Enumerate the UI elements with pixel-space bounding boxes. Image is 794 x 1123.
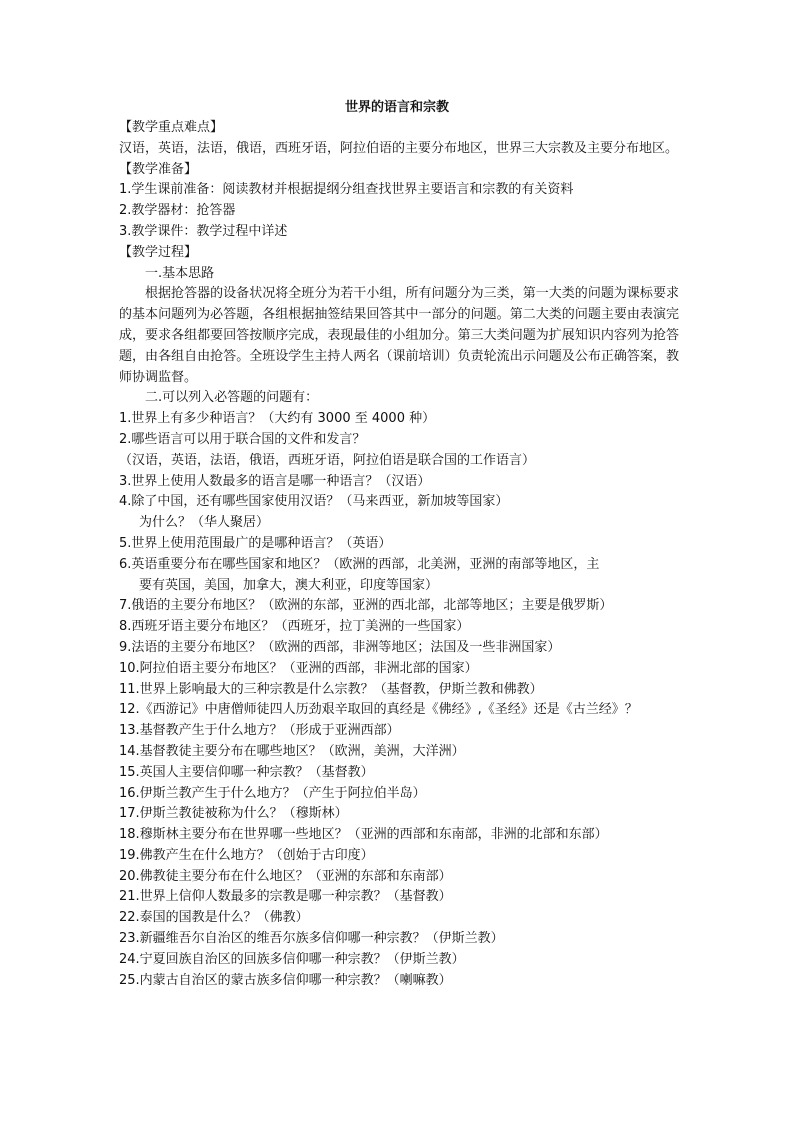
prep-item: 3.教学课件：教学过程中详述 [119, 223, 288, 239]
question-item: 24.宁夏回族自治区的回族多信仰哪一种宗教？（伊斯兰教） [119, 951, 465, 967]
question-item: 12.《西游记》中唐僧师徒四人历劲艰辛取回的真经是《佛经》,《圣经》还是《古兰经》？ [119, 702, 638, 718]
document-body [119, 118, 679, 991]
question-item: 7.俄语的主要分布地区？（欧洲的东部，亚洲的西北部，北部等地区；主要是俄罗斯） [119, 598, 613, 614]
question-item: 22.泰国的国教是什么？（佛教） [119, 910, 309, 926]
question-answer: （汉语，英语，法语，俄语，西班牙语，阿拉伯语是联合国的工作语言） [119, 452, 536, 468]
basic-approach-paragraph: 根据抢答器的设备状况将全班分为若干小组，所有问题分为三类，第一大类的问题为课标要求的基本问题列为必答题，各组根据抽签结果回答其中一部分的问题。第二大类的问题主要由表演完成，要求各组都要回答按顺序完成，表现最佳的小组加分。第三大类问题为扩展知识内容列为抢答题，由各组自由抢答。全班设学生主持人两名（课前培训）负责轮流出示问题及公布正确答案，教师协调监督。 [119, 286, 679, 385]
question-item: 16.伊斯兰教产生于什么地方？（产生于阿拉伯半岛） [119, 785, 426, 801]
question-item: 25.内蒙古自治区的蒙古族多信仰哪一种宗教？（喇嘛教） [119, 972, 452, 988]
question-continuation: 为什么？（华人聚居） [139, 515, 270, 531]
question-item: 6.英语重要分布在哪些国家和地区？（欧洲的西部，北美洲，亚洲的南部等地区，主 [119, 556, 600, 572]
section-heading-prep: 【教学准备】 [119, 161, 198, 177]
question-item: 15.英国人主要信仰哪一种宗教？（基督教） [119, 764, 374, 780]
subheading-basic-approach: 一.基本思路 [145, 265, 215, 281]
question-item: 17.伊斯兰教徒被称为什么？（穆斯林） [119, 806, 348, 822]
subheading-required-questions: 二.可以列入必答题的问题有： [145, 390, 319, 406]
question-item: 14.基督教徒主要分布在哪些地区？（欧洲，美洲，大洋洲） [119, 743, 465, 759]
question-item: 8.西班牙语主要分布地区？（西班牙，拉丁美洲的一些国家） [119, 619, 470, 635]
question-item: 18.穆斯林主要分布在世界哪一些地区？（亚洲的西部和东南部，非洲的北部和东部） [119, 827, 608, 843]
prep-item: 1.学生课前准备：阅读教材并根据提纲分组查找世界主要语言和宗教的有关资料 [119, 182, 574, 198]
question-item: 10.阿拉伯语主要分布地区？（亚洲的西部，非洲北部的国家） [119, 660, 478, 676]
question-item: 23.新疆维吾尔自治区的维吾尔族多信仰哪一种宗教？（伊斯兰教） [119, 931, 504, 947]
question-item: 11.世界上影响最大的三种宗教是什么宗教？（基督教，伊斯兰教和佛教） [119, 681, 543, 697]
question-item: 19.佛教产生在什么地方？（创始于古印度） [119, 847, 374, 863]
question-item: 2.哪些语言可以用于联合国的文件和发言？ [119, 431, 366, 447]
focus-text: 汉语，英语，法语，俄语，西班牙语，阿拉伯语的主要分布地区，世界三大宗教及主要分布地区。 [119, 140, 679, 156]
question-item: 3.世界上使用人数最多的语言是哪一种语言？（汉语） [119, 473, 431, 489]
question-continuation: 要有英国，美国，加拿大，澳大利亚，印度等国家） [139, 577, 439, 593]
question-item: 9.法语的主要分布地区？（欧洲的西部，非洲等地区；法国及一些非洲国家） [119, 639, 561, 655]
question-item: 13.基督教产生于什么地方？（形成于亚洲西部） [119, 723, 400, 739]
question-item: 20.佛教徒主要分布在什么地区？（亚洲的东部和东南部） [119, 868, 452, 884]
prep-item: 2.教学器材：抢答器 [119, 203, 236, 219]
section-heading-process: 【教学过程】 [119, 244, 198, 260]
question-item: 4.除了中国，还有哪些国家使用汉语？（马来西亚，新加坡等国家） [119, 494, 509, 510]
question-item: 1.世界上有多少种语言？（大约有 3000 至 4000 种） [119, 411, 436, 427]
page-title: 世界的语言和宗教 [344, 100, 449, 115]
section-heading-focus: 【教学重点难点】 [119, 120, 224, 135]
question-item: 5.世界上使用范围最广的是哪种语言？（英语） [119, 535, 392, 551]
question-item: 21.世界上信仰人数最多的宗教是哪一种宗教？（基督教） [119, 889, 452, 905]
